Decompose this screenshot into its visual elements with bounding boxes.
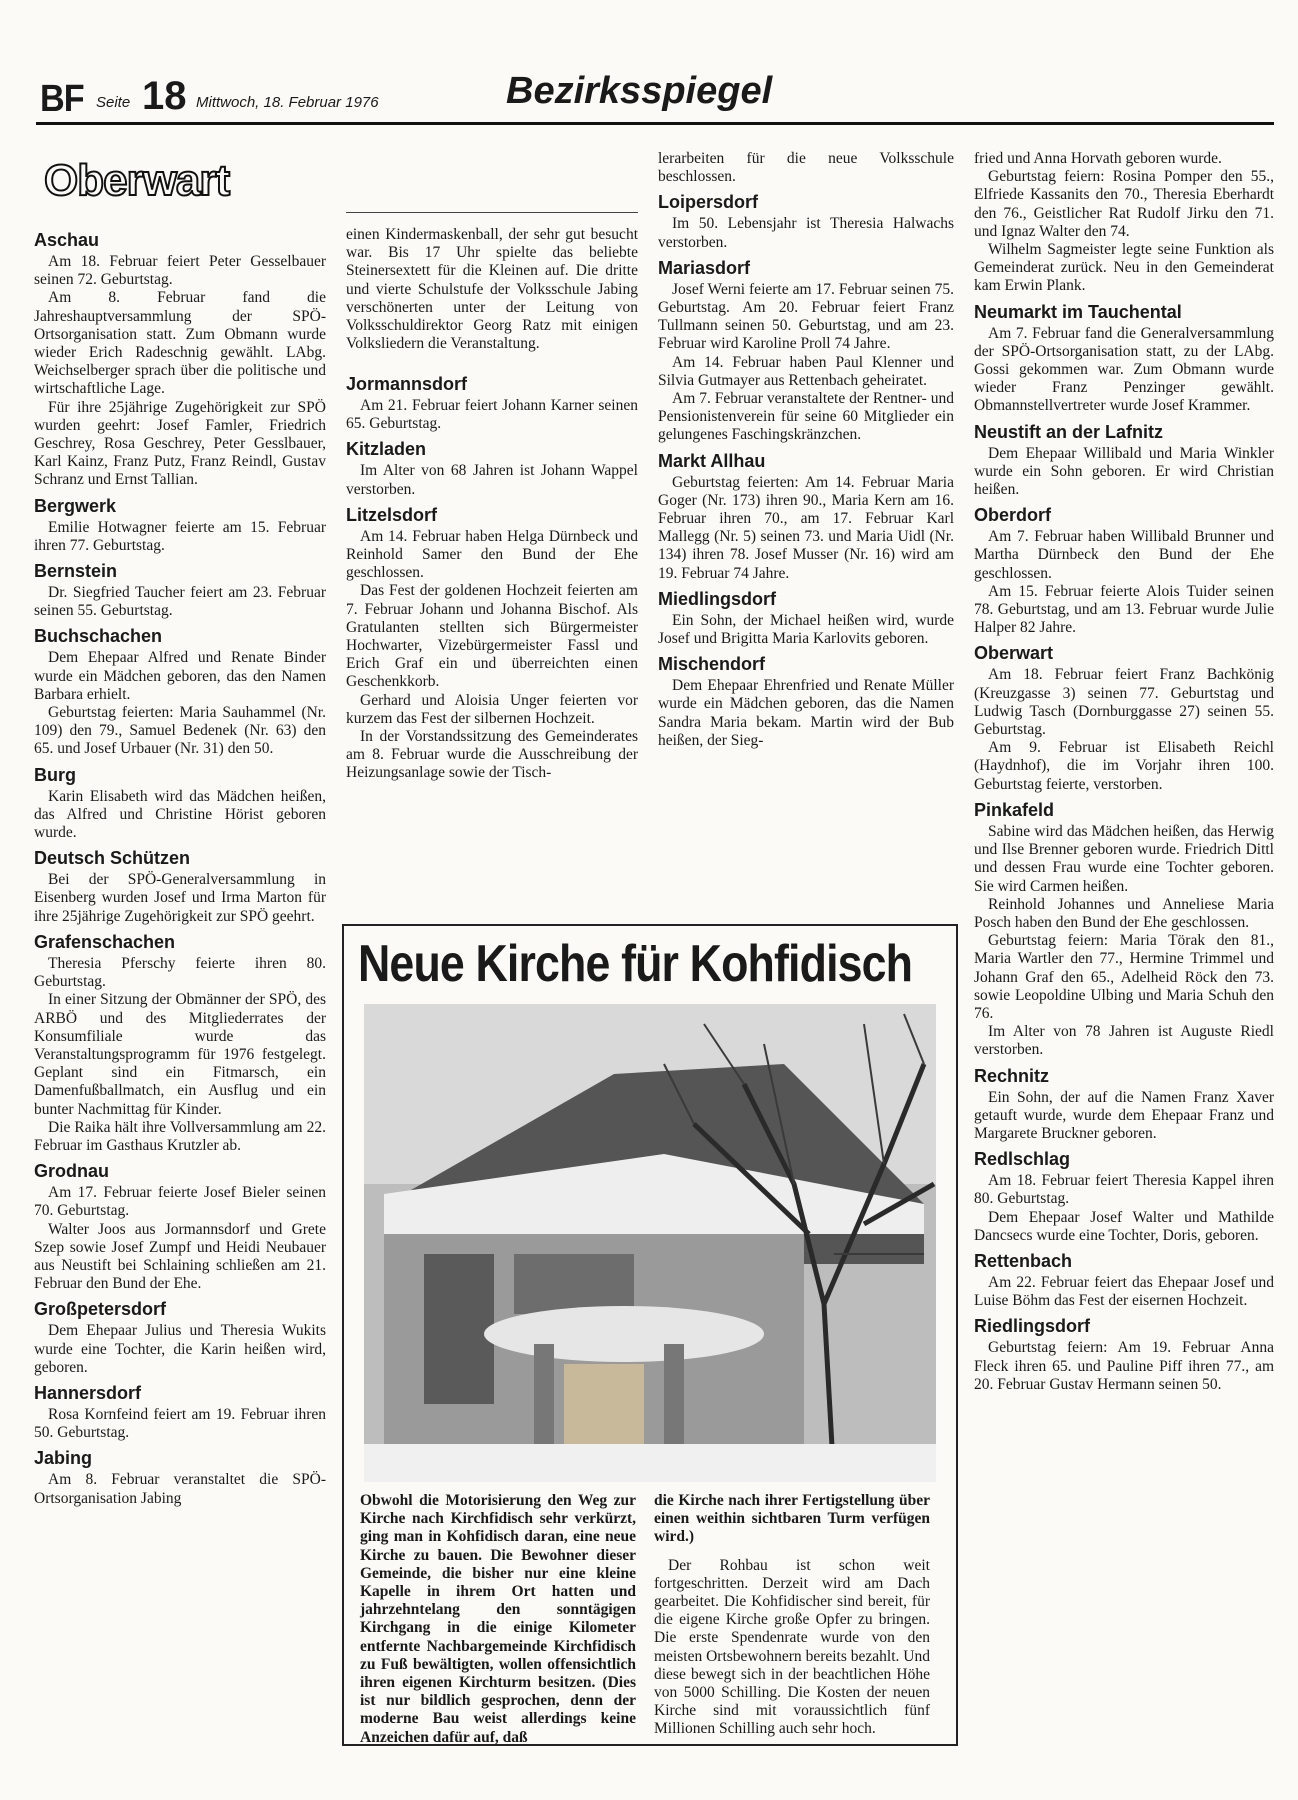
article-paragraph: Dem Ehepaar Willibald und Maria Winkler wurde ein Sohn geboren. Er wird Christian heißen.: [974, 444, 1274, 499]
article-paragraph: Dr. Siegfried Taucher feiert am 23. Februar seinen 55. Geburtstag.: [34, 584, 326, 620]
place-heading: Litzelsdorf: [346, 504, 438, 525]
place-heading: Jormannsdorf: [346, 374, 468, 394]
place-heading: Neumarkt im Tauchental: [974, 301, 1182, 322]
article-paragraph: lerarbeiten für die neue Volksschule beschlossen.: [658, 150, 954, 186]
section-title: Bezirksspiegel: [506, 70, 773, 112]
place-heading: Mischendorf: [658, 654, 766, 675]
article-paragraph: Am 14. Februar haben Paul Klenner und Silvia Gutmayer aus Rettenbach geheiratet.: [658, 353, 954, 389]
place-heading: Riedlingsdorf: [974, 1316, 1090, 1337]
place-heading: Großpetersdorf: [34, 1299, 167, 1320]
article-paragraph: Karin Elisabeth wird das Mädchen heißen, das Alfred und Christine Hörist geboren wurde.: [34, 787, 326, 842]
article-paragraph: Bei der SPÖ-Generalversammlung in Eisenberg wurden Josef und Irma Marton für ihre 25jährige Zugehörigkeit zur SPÖ geehrt.: [34, 871, 326, 925]
article-paragraph: Am 17. Februar feierte Josef Bieler seinen 70. Geburtstag.: [34, 1184, 326, 1220]
place-heading: Miedlingsdorf: [658, 588, 776, 609]
article-paragraph: Emilie Hotwagner feierte am 15. Februar ihren 77. Geburtstag.: [34, 518, 326, 554]
column-4-sections: [974, 301, 1274, 1394]
feature-lead-left: [360, 1492, 636, 1747]
article-paragraph: Am 22. Februar feiert das Ehepaar Josef und Luise Böhm das Fest der eisernen Hochzeit.: [974, 1273, 1274, 1310]
article-paragraph: Dem Ehepaar Ehrenfried und Renate Müller wurde ein Mädchen geboren, das die Namen Sandra Maria bekam. Martin wird der Bub heißen, der Sieg-: [658, 677, 954, 749]
article-paragraph: einen Kindermaskenball, der sehr gut besucht war. Bis 17 Uhr spielte das beliebte Steinersextett für die Kleinen auf. Die dritte und vierte Schulstufe der Volksschule Jabing verschönerten unter der Leitung von Volksschuldirektor Georg Ratz mit einigen Volksliedern die Veranstaltung.: [346, 226, 638, 353]
page-number: 18: [142, 74, 187, 118]
place-heading: Rechnitz: [974, 1065, 1050, 1086]
column-3-sections: [658, 191, 954, 750]
feature-lead-continued: die Kirche nach ihrer Fertigstellung über einen weithin sichtbaren Turm verfügen wird.): [654, 1492, 930, 1546]
article-paragraph: Die Raika hält ihre Vollversammlung am 22. Februar im Gasthaus Krutzler ab.: [34, 1118, 326, 1154]
article-paragraph: Josef Werni feierte am 17. Februar seinen 75. Geburtstag. Am 20. Februar feiert Franz Tullmann seinen 50. Geburtstag, und am 23. Februar wird Karoline Proll 74 Jahre.: [658, 280, 954, 353]
region-title: Oberwart: [44, 156, 230, 205]
article-paragraph: Am 18. Februar feiert Theresia Kappel ihren 80. Geburtstag.: [974, 1172, 1274, 1208]
article-paragraph: Dem Ehepaar Josef Walter und Mathilde Dancsecs wurde eine Tochter, Doris, geboren.: [974, 1208, 1274, 1244]
place-heading: Oberwart: [974, 643, 1054, 664]
place-heading: Deutsch Schützen: [34, 848, 191, 869]
place-heading: Grafenschachen: [34, 931, 176, 952]
article-paragraph: Geburtstag feiern: Am 19. Februar Anna Fleck ihren 65. und Pauline Piff ihren 77., am 20. Februar Gustav Hermann seinen 50.: [974, 1339, 1274, 1393]
article-paragraph: Am 9. Februar ist Elisabeth Reichl (Haydnhof), die im Vorjahr ihren 100. Geburtstag feierte, verstorben.: [974, 739, 1274, 793]
article-paragraph: Am 15. Februar feierte Alois Tuider seinen 78. Geburtstag, und am 13. Februar wurde Julie Halper 82 Jahre.: [974, 582, 1274, 637]
place-heading: Neustift an der Lafnitz: [974, 421, 1164, 442]
place-heading: Grodnau: [34, 1161, 109, 1182]
feature-lead-right: [654, 1492, 930, 1739]
article-paragraph: Dem Ehepaar Alfred und Renate Binder wurde ein Mädchen geboren, das den Namen Barbara erhielt.: [34, 649, 326, 703]
article-paragraph: Am 18. Februar feiert Franz Bachkönig (Kreuzgasse 3) seinen 77. Geburtstag und Ludwig Tasch (Dornburggasse 27) seinen 55. Geburtstag.: [974, 666, 1274, 739]
article-paragraph: Ein Sohn, der Michael heißen wird, wurde Josef und Brigitta Maria Karlovits geboren.: [658, 611, 954, 648]
article-paragraph: Rosa Kornfeind feiert am 19. Februar ihren 50. Geburtstag.: [34, 1405, 326, 1442]
masthead-rule: [36, 122, 1274, 125]
column-divider: [346, 212, 638, 213]
article-paragraph: Im Alter von 68 Jahren ist Johann Wappel verstorben.: [346, 462, 638, 498]
article-paragraph: Am 8. Februar veranstaltet die SPÖ-Ortsorganisation Jabing: [34, 1471, 326, 1507]
article-paragraph: fried und Anna Horvath geboren wurde.: [974, 150, 1222, 167]
article-paragraph: Theresia Pferschy feierte ihren 80. Geburtstag.: [34, 954, 326, 991]
feature-box: [342, 924, 958, 1746]
article-paragraph: Am 21. Februar feiert Johann Karner seinen 65. Geburtstag.: [346, 397, 638, 433]
article-paragraph: Geburtstag feierten: Maria Sauhammel (Nr. 109) den 79., Samuel Bedenek (Nr. 63) den 65. und Josef Urbauer (Nr. 31) den 50.: [34, 704, 326, 758]
article-paragraph: Das Fest der goldenen Hochzeit feierten am 7. Februar Johann und Johanna Bischof. Als Gratulanten stellten sich Bürgermeister Hochwarter, Vizebürgermeister Fassl und Erich Graf ein und überreichten einen Geschenkkorb.: [346, 582, 638, 691]
column-2: [346, 368, 638, 783]
article-paragraph: Sabine wird das Mädchen heißen, das Herwig und Ilse Brenner geboren wurde. Friedrich Dittl und dessen Frau wurde eine Tochter geboren. Sie wird Carmen heißen.: [974, 822, 1274, 895]
article-paragraph: Am 18. Februar feiert Peter Gesselbauer seinen 72. Geburtstag.: [34, 253, 326, 289]
feature-body: Der Rohbau ist schon weit fortgeschritten. Derzeit wird am Dach gearbeitet. Die Kohfidischer sind bereit, für die eigene Kirche große Opfer zu bringen. Die erste Spendenrate wurde von den meisten Ortsbewohnern bereits bezahlt. Und diese bewegt sich in der beachtlichen Höhe von 5000 Schilling. Die Kosten der neuen Kirche sind mit voraussichtlich fünf Millionen Schilling auch sehr hoch.: [654, 1556, 930, 1738]
article-paragraph: Walter Joos aus Jormannsdorf und Grete Szep sowie Josef Zumpf und Heidi Neubauer aus Neustift bei Schlaining schließen am 21. Februar den Bund der Ehe.: [34, 1220, 326, 1293]
newspaper-logo: BF: [40, 78, 84, 120]
feature-headline: Neue Kirche für Kohfidisch: [358, 935, 913, 993]
place-heading: Aschau: [34, 230, 100, 250]
article-paragraph: Wilhelm Sagmeister legte seine Funktion als Gemeinderat zurück. Neu in den Gemeinderat kam Erwin Plank.: [974, 241, 1274, 295]
masthead: [36, 70, 1274, 122]
place-heading: Buchschachen: [34, 626, 163, 647]
column-2-continuation: [346, 226, 638, 353]
article-paragraph: Gerhard und Aloisia Unger feierten vor kurzem das Fest der silbernen Hochzeit.: [346, 691, 638, 727]
column-4: [974, 150, 1274, 1394]
place-heading: Bernstein: [34, 561, 118, 582]
article-paragraph: Am 7. Februar veranstaltete der Rentner- und Pensionistenverein für seine 60 Mitglieder ein gelungenes Faschingskränzchen.: [658, 390, 954, 444]
place-heading: Redlschlag: [974, 1149, 1071, 1170]
article-paragraph: Im 50. Lebensjahr ist Theresia Halwachs verstorben.: [658, 215, 954, 251]
page-label: Seite: [96, 94, 131, 111]
church-photo: [364, 1004, 936, 1482]
place-heading: Mariasdorf: [658, 257, 751, 278]
article-paragraph: Am 14. Februar haben Helga Dürnbeck und Reinhold Samer den Bund der Ehe geschlossen.: [346, 527, 638, 582]
article-paragraph: Am 8. Februar fand die Jahreshauptversammlung der SPÖ-Ortsorganisation statt. Zum Obmann wurde wieder Erich Radeschnig gewählt. LAbg. Weichselberger sprach über die politische und wirtschaftliche Lage.: [34, 289, 326, 398]
place-heading: Burg: [34, 764, 76, 785]
column-1: [34, 224, 326, 1508]
place-heading: Rettenbach: [974, 1250, 1073, 1271]
article-paragraph: Geburtstag feierten: Am 14. Februar Maria Goger (Nr. 173) ihren 90., Maria Kern am 16. Februar ihren 70., am 17. Februar Karl Mallegg (Nr. 5) seinen 73. und Maria Uidl (Nr. 134) ihren 78. Josef Musser (Nr. 16) wird am 19. Februar 74 Jahre.: [658, 473, 954, 582]
place-heading: Loipersdorf: [658, 192, 759, 213]
article-paragraph: Geburtstag feiern: Rosina Pomper den 55., Elfriede Kassanits den 70., Theresia Eberhardt den 76., Geistlicher Rat Rudolf Jirku den 71. und Ignaz Walter den 74.: [974, 168, 1274, 240]
place-heading: Pinkafeld: [974, 799, 1055, 820]
article-paragraph: Ein Sohn, der auf die Namen Franz Xaver getauft wurde, wurde dem Ehepaar Franz und Margarete Bruckner geboren.: [974, 1088, 1274, 1142]
article-paragraph: Für ihre 25jährige Zugehörigkeit zur SPÖ wurden geehrt: Josef Famler, Friedrich Geschrey, Rosa Geschrey, Peter Gesslbauer, Karl Kainz, Franz Putz, Franz Reindl, Gustav Schranz und Ernst Tallian.: [34, 398, 326, 489]
place-heading: Hannersdorf: [34, 1382, 142, 1403]
column-3: [658, 150, 954, 750]
article-paragraph: In einer Sitzung der Obmänner der SPÖ, des ARBÖ und des Mitgliederrates der Konsumfiliale wurde das Veranstaltungsprogramm für 1976 festgelegt. Geplant sind ein Fitmarsch, ein Damenfußballmatch, ein Ausflug und ein bunter Nachmittag für Kinder.: [34, 991, 326, 1118]
article-paragraph: In der Vorstandssitzung des Gemeinderates am 8. Februar wurde die Ausschreibung der Heizungsanlage sowie der Tisch-: [346, 728, 638, 782]
article-paragraph: Am 7. Februar fand die Generalversammlung der SPÖ-Ortsorganisation statt, zu der LAbg. Gossi gekommen war. Zum Obmann wurde wieder Franz Penzinger gewählt. Obmannstellvertreter wurde Josef Krammer.: [974, 324, 1274, 415]
feature-lead: Obwohl die Motorisierung den Weg zur Kirche nach Kirchfidisch sehr verkürzt, ging man in Kohfidisch daran, eine neue Kirche zu bauen. Die Bewohner dieser Gemeinde, die bisher nur eine kleine Kapelle in ihrem Ort hatten und jahrzehntelang den sonntägigen Kirchgang in die einige Kilometer entfernte Nachbargemeinde Kirchfidisch zu Fuß bewältigten, wollen offensichtlich ihren eigenen Kirchturm besitzen. (Dies ist nur bildlich gesprochen, denn der moderne Bau weist allerdings keine Anzeichen dafür auf, daß: [360, 1492, 636, 1746]
article-paragraph: Reinhold Johannes und Anneliese Maria Posch haben den Bund der Ehe geschlossen.: [974, 895, 1274, 931]
article-paragraph: Dem Ehepaar Julius und Theresia Wukits wurde eine Tochter, die Karin heißen wird, geboren.: [34, 1322, 326, 1376]
place-heading: Kitzladen: [346, 439, 427, 460]
issue-date: Mittwoch, 18. Februar 1976: [196, 94, 379, 111]
place-heading: Oberdorf: [974, 505, 1052, 526]
place-heading: Jabing: [34, 1448, 93, 1469]
article-paragraph: Geburtstag feiern: Maria Törak den 81., Maria Wartler den 77., Hermine Trimmel und Johann Graf den 65., Adelheid Röck den 73. sowie Leopoldine Ulbing und Maria Schuh den 76.: [974, 932, 1274, 1022]
place-heading: Bergwerk: [34, 495, 117, 516]
article-paragraph: Am 7. Februar haben Willibald Brunner und Martha Dürnbeck den Bund der Ehe geschlossen.: [974, 528, 1274, 582]
article-paragraph: Im Alter von 78 Jahren ist Auguste Riedl verstorben.: [974, 1023, 1274, 1059]
place-heading: Markt Allhau: [658, 450, 766, 471]
